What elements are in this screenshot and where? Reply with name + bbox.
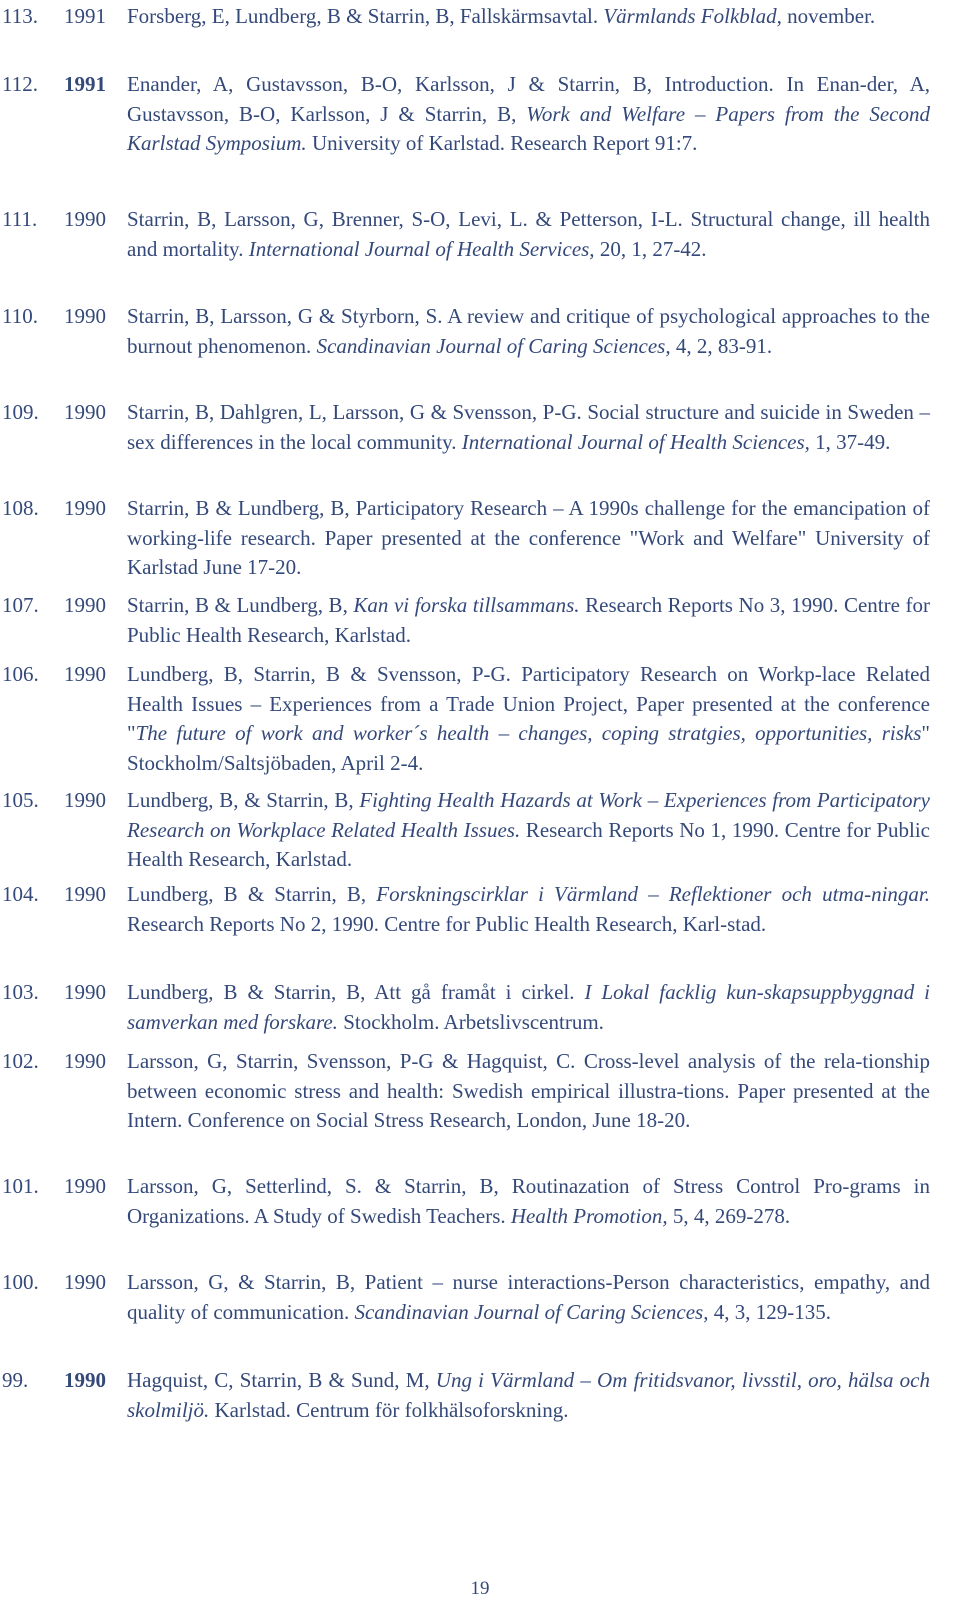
entry-year: 1990: [64, 496, 106, 520]
citation-text: Research Reports No 3, 1990. Centre for Public Health Research, Karlstad.: [127, 593, 930, 647]
citation-text: Lundberg, B & Starrin, B, Att gå framåt i cirkel.: [127, 980, 585, 1004]
citation-text: november.: [781, 4, 876, 28]
entry-citation: [127, 494, 930, 583]
entry-year: 1991: [64, 72, 106, 96]
entry-citation: [127, 786, 930, 875]
entry-year: 1990: [64, 980, 106, 1004]
citation-text: Research Reports No 1, 1990. Centre for Public Health Research, Karlstad.: [127, 817, 931, 871]
citation-title-italic: I Lokal facklig kun-skapsuppbyggnad i samverkan med forskare.: [127, 980, 931, 1034]
entry-number: 101.: [2, 1174, 39, 1198]
entry-number: 112.: [2, 72, 38, 96]
entry-year: 1990: [64, 662, 106, 686]
citation-title-italic: Forskningscirklar i Värmland – Reflektioner och utma-ningar.: [376, 882, 931, 906]
citation-title-italic: Work and Welfare – Papers from the Second Karlstad Symposium.: [127, 101, 930, 155]
entry-number: 109.: [2, 400, 39, 424]
entry-number: 113.: [2, 4, 38, 28]
entry-number: 99.: [2, 1368, 29, 1392]
citation-text: 4, 3, 129-135.: [708, 1299, 831, 1324]
citation-text: Hagquist, C, Starrin, B & Sund, M,: [127, 1368, 436, 1392]
citation-title-italic: Ung i Värmland – Om fritidsvanor, livsstil, oro, hälsa och skolmiljö.: [127, 1368, 930, 1422]
entry-number: 106.: [2, 662, 39, 686]
entry-citation: [127, 591, 930, 650]
entry-number: 104.: [2, 882, 39, 906]
citation-text: Forsberg, E, Lundberg, B & Starrin, B, Fallskärmsavtal.: [127, 4, 604, 28]
entry-citation: [127, 2, 930, 32]
citation-text: Lundberg, B, & Starrin, B,: [127, 788, 360, 812]
citation-text: Starrin, B, Larsson, G, Brenner, S-O, Levi, L. & Petterson, I-L. Structural change, ill health and mortality.: [127, 207, 930, 261]
citation-title-italic: Scandinavian Journal of Caring Sciences,: [316, 333, 671, 358]
citation-title-italic: Health Promotion,: [510, 1203, 668, 1228]
entry-citation: [127, 398, 930, 457]
citation-text: " Stockholm/Saltsjöbaden, April 2-4.: [127, 721, 930, 775]
entry-number: 102.: [2, 1049, 39, 1073]
entry-year: 1990: [64, 304, 106, 328]
citation-text: University of Karlstad. Research Report 91:7.: [306, 131, 698, 155]
citation-text: Starrin, B, Larsson, G & Styrborn, S. A review and critique of psychological approaches to the burnout phenomenon.: [127, 304, 930, 358]
citation-title-italic: Fighting Health Hazards at Work – Experiences from Participatory Research on Workplace Related Health Issues.: [127, 788, 930, 842]
entry-number: 108.: [2, 496, 39, 520]
entry-citation: [127, 660, 930, 778]
entry-citation: [127, 880, 930, 939]
entry-citation: [127, 205, 930, 264]
citation-text: 4, 2, 83-91.: [670, 333, 773, 358]
entry-year: 1990: [64, 882, 106, 906]
entry-citation: [127, 1172, 930, 1231]
citation-title-italic: The future of work and worker´s health – changes, coping stratgies, opportunities, risks: [135, 721, 922, 745]
entry-year: 1990: [64, 593, 106, 617]
entry-year: 1990: [64, 1368, 106, 1392]
entry-citation: [127, 1366, 930, 1425]
citation-text: 20, 1, 27-42.: [594, 236, 707, 261]
page-number: 19: [470, 1578, 490, 1599]
entry-number: 107.: [2, 593, 39, 617]
entry-citation: [127, 978, 930, 1037]
citation-text: Starrin, B & Lundberg, B,: [127, 593, 354, 617]
citation-title-italic: Kan vi forska tillsammans.: [353, 593, 580, 617]
citation-text: Lundberg, B & Starrin, B,: [127, 882, 377, 906]
entry-number: 105.: [2, 788, 39, 812]
citation-text: Stockholm. Arbetslivscentrum.: [337, 1009, 604, 1034]
citation-text: Karlstad. Centrum för folkhälsoforskning.: [209, 1397, 569, 1422]
citation-text: Research Reports No 2, 1990. Centre for Public Health Research, Karl-stad.: [127, 911, 767, 936]
entry-year: 1990: [64, 1270, 106, 1294]
citation-title-italic: Värmlands Folkblad,: [603, 4, 782, 28]
entry-number: 110.: [2, 304, 38, 328]
citation-text: Starrin, B & Lundberg, B, Participatory Research – A 1990s challenge for the emancipation of working-life research. Paper presented at the conference "Work and Welfare" University of Karlstad June 17-20.: [127, 496, 930, 579]
entry-year: 1990: [64, 1174, 106, 1198]
citation-text: 1, 37-49.: [809, 429, 891, 454]
entry-citation: [127, 70, 930, 159]
citation-text: Starrin, B, Dahlgren, L, Larsson, G & Svensson, P-G. Social structure and suicide in Sweden – sex differences in the local community.: [127, 400, 930, 454]
citation-text: Enander, A, Gustavsson, B-O, Karlsson, J & Starrin, B, Introduction. In Enan-der, A, Gustavsson, B-O, Karlsson, J & Starrin, B,: [127, 72, 930, 126]
citation-text: Lundberg, B, Starrin, B & Svensson, P-G. Participatory Research on Workp-lace Related Health Issues – Experiences from a Trade Union Project, Paper presented at the conference ": [127, 662, 930, 745]
citation-text: Larsson, G, Setterlind, S. & Starrin, B, Routinazation of Stress Control Pro-grams in Organizations. A Study of Swedish Teachers.: [127, 1174, 930, 1228]
citation-text: Larsson, G, & Starrin, B, Patient – nurse interactions-Person characteristics, empathy, and quality of communication.: [127, 1270, 930, 1324]
entry-year: 1990: [64, 1049, 106, 1073]
entry-year: 1990: [64, 207, 106, 231]
entry-number: 100.: [2, 1270, 39, 1294]
citation-title-italic: Scandinavian Journal of Caring Sciences,: [354, 1299, 709, 1324]
citation-title-italic: International Journal of Health Sciences,: [461, 429, 810, 454]
entry-citation: [127, 1047, 930, 1136]
entry-year: 1991: [64, 4, 106, 28]
entry-number: 111.: [2, 207, 38, 231]
citation-title-italic: International Journal of Health Services,: [248, 236, 595, 261]
entry-year: 1990: [64, 400, 106, 424]
entry-citation: [127, 1268, 930, 1327]
citation-text: Larsson, G, Starrin, Svensson, P-G & Hagquist, C. Cross-level analysis of the rela-tionship between economic stress and health: Swedish empirical illustra-tions. Paper presented at the Intern. Conference on Social Stress Research, London, June 18-20.: [127, 1049, 930, 1132]
entry-citation: [127, 302, 930, 361]
entry-number: 103.: [2, 980, 39, 1004]
citation-text: 5, 4, 269-278.: [667, 1203, 791, 1228]
entry-year: 1990: [64, 788, 106, 812]
